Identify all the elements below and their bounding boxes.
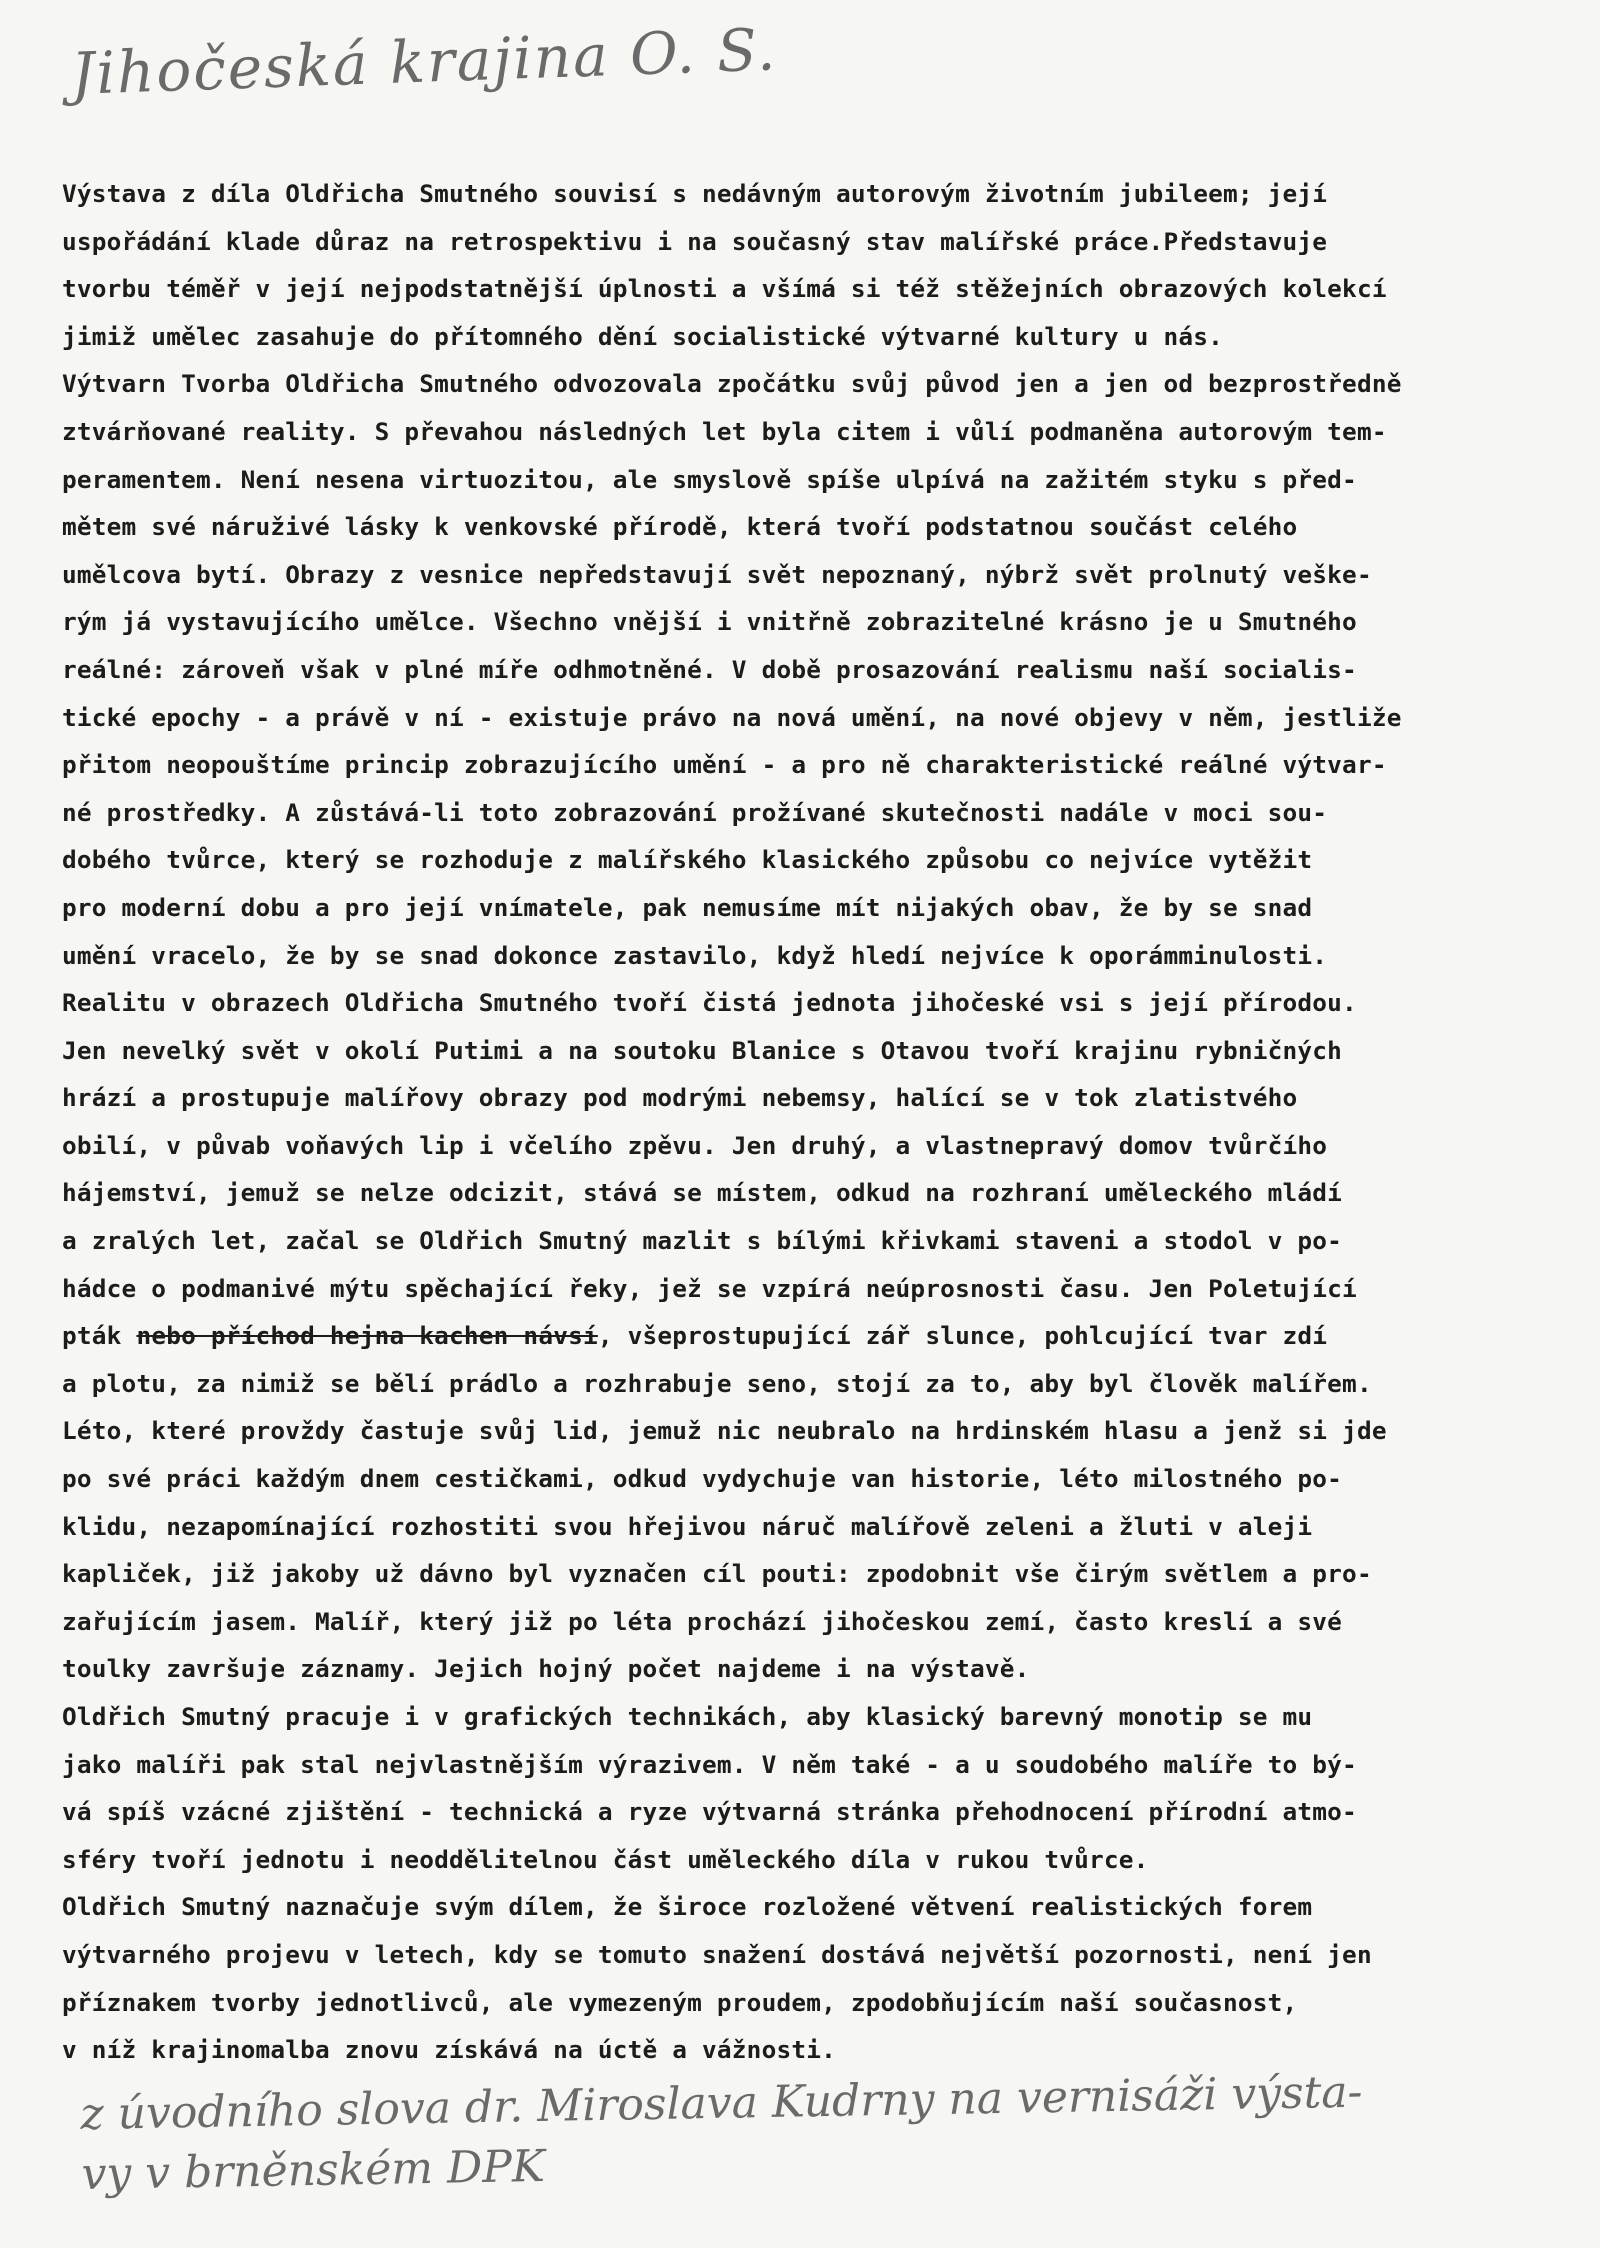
- text-line: Jen nevelký svět v okolí Putimi a na soutoku Blanice s Otavou tvoří krajinu rybničných: [62, 1035, 1343, 1065]
- text-line: hádce o podmanivé mýtu spěchající řeky, jež se vzpírá neúprosnosti času. Jen Poletující: [62, 1273, 1357, 1303]
- text-line: kapliček, již jakoby už dávno byl vyznačen cíl pouti: zpodobnit vše čirým světlem a pro-: [62, 1559, 1372, 1589]
- line-prefix: pták: [62, 1321, 137, 1351]
- text-line: přitom neopouštíme princip zobrazujícího umění - a pro ně charakteristické reálné výtvar-: [62, 750, 1387, 780]
- text-line: Oldřich Smutný pracuje i v grafických technikách, aby klasický barevný monotip se mu: [62, 1702, 1313, 1731]
- text-line: Výtvarn Tvorba Oldřicha Smutného odvozovala zpočátku svůj původ jen a jen od bezprostředně: [62, 369, 1402, 399]
- text-line: pro moderní dobu a pro její vnímatele, pak nemusíme mít nijakých obav, že by se snad: [62, 892, 1313, 922]
- text-line: umělcova bytí. Obrazy z vesnice nepředstavují svět nepoznaný, nýbrž svět prolnutý veške-: [62, 559, 1372, 589]
- text-line: uspořádání klade důraz na retrospektivu i na současný stav malířské práce.Představuje: [62, 226, 1328, 256]
- text-line: jako malíři pak stal nejvlastnějším výrazivem. V něm také - a u soudobého malíře to bý-: [62, 1749, 1357, 1779]
- text-line: výtvarného projevu v letech, kdy se tomuto snažení dostává největší pozornosti, není jen: [62, 1939, 1372, 1969]
- line-suffix: , všeprostupující zář slunce, pohlcující tvar zdí: [597, 1321, 1328, 1351]
- text-line: dobého tvůrce, který se rozhoduje z malířského klasického způsobu co nejvíce vytěžit: [62, 845, 1313, 875]
- text-line: Léto, které provždy častuje svůj lid, jemuž nic neubralo na hrdinském hlasu a jenž si jde: [62, 1416, 1387, 1446]
- handwritten-footer-note: [80, 2063, 1364, 2205]
- text-line: né prostředky. A zůstává-li toto zobrazování prožívané skutečnosti nadále v moci sou-: [62, 797, 1328, 827]
- text-line: jimiž umělec zasahuje do přítomného dění socialistické výtvarné kultury u nás.: [62, 321, 1223, 351]
- text-line: v níž krajinomalba znovu získává na úctě a vážnosti.: [62, 2035, 836, 2065]
- text-line-with-strikethrough: [62, 1312, 1592, 1360]
- text-line: vá spíš vzácné zjištění - technická a ryze výtvarná stránka přehodnocení přírodní atmo-: [62, 1797, 1357, 1827]
- text-line: Oldřich Smutný naznačuje svým dílem, že široce rozložené větvení realistických forem: [62, 1892, 1313, 1922]
- text-line: toulky završuje záznamy. Jejich hojný počet najdeme i na výstavě.: [62, 1654, 1030, 1684]
- text-line: sféry tvoří jednotu i neoddělitelnou část uměleckého díla v rukou tvůrce.: [62, 1844, 1149, 1874]
- text-line: příznakem tvorby jednotlivců, ale vymezeným proudem, zpodobňujícím naší současnost,: [62, 1987, 1298, 2017]
- text-line: a plotu, za nimiž se bělí prádlo a rozhrabuje seno, stojí za to, aby byl člověk malířem.: [62, 1368, 1372, 1398]
- handwritten-title: Jihočeská krajina O. S.: [70, 15, 779, 108]
- struck-out-text: nebo příchod hejna kachen návsí: [136, 1321, 598, 1351]
- typewritten-body: [62, 170, 1592, 2074]
- text-line: hrází a prostupuje malířovy obrazy pod modrými nebemsy, halící se v tok zlatistvého: [62, 1083, 1298, 1113]
- text-line: ztvárňované reality. S převahou následných let byla citem i vůlí podmaněna autorovým tem-: [62, 416, 1387, 446]
- text-line: tvorbu téměř v její nejpodstatnější úplnosti a všímá si též stěžejních obrazových kolekcí: [62, 274, 1387, 304]
- text-line: reálné: zároveň však v plné míře odhmotněné. V době prosazování realismu naší socialis-: [62, 654, 1357, 684]
- text-line: rým já vystavujícího umělce. Všechno vnější i vnitřně zobrazitelné krásno je u Smutného: [62, 607, 1357, 637]
- text-line: klidu, nezapomínající rozhostiti svou hřejivou náruč malířově zeleni a žluti v aleji: [62, 1511, 1313, 1541]
- text-line: Realitu v obrazech Oldřicha Smutného tvoří čistá jednota jihočeské vsi s její přírodou.: [62, 988, 1357, 1018]
- handwritten-footer-line: z úvodního slova dr. Miroslava Kudrny na vernisáži výsta-: [80, 2066, 1363, 2140]
- text-line: tické epochy - a právě v ní - existuje právo na nová umění, na nové objevy v něm, jestliže: [62, 702, 1402, 732]
- text-line: obilí, v půvab voňavých lip i včelího zpěvu. Jen druhý, a vlastnepravý domov tvůrčího: [62, 1130, 1328, 1160]
- text-line: mětem své náruživé lásky k venkovské přírodě, která tvoří podstatnou součást celého: [62, 512, 1298, 542]
- text-line: umění vracelo, že by se snad dokonce zastavilo, když hledí nejvíce k oporámminulosti.: [62, 940, 1328, 970]
- text-line: po své práci každým dnem cestičkami, odkud vydychuje van historie, léto milostného po-: [62, 1464, 1343, 1494]
- text-line: hájemství, jemuž se nelze odcizit, stává se místem, odkud na rozhraní uměleckého mládí: [62, 1178, 1343, 1208]
- text-line: peramentem. Není nesena virtuozitou, ale smyslově spíše ulpívá na zažitém styku s před-: [62, 464, 1357, 494]
- text-line: a zralých let, začal se Oldřich Smutný mazlit s bílými křivkami staveni a stodol v po-: [62, 1226, 1343, 1256]
- handwritten-footer-line: vy v brněnském DPK: [81, 2140, 546, 2200]
- text-line: Výstava z díla Oldřicha Smutného souvisí s nedávným autorovým životním jubileem; její: [62, 179, 1328, 208]
- text-line: zařujícím jasem. Malíř, který již po léta prochází jihočeskou zemí, často kreslí a své: [62, 1606, 1343, 1636]
